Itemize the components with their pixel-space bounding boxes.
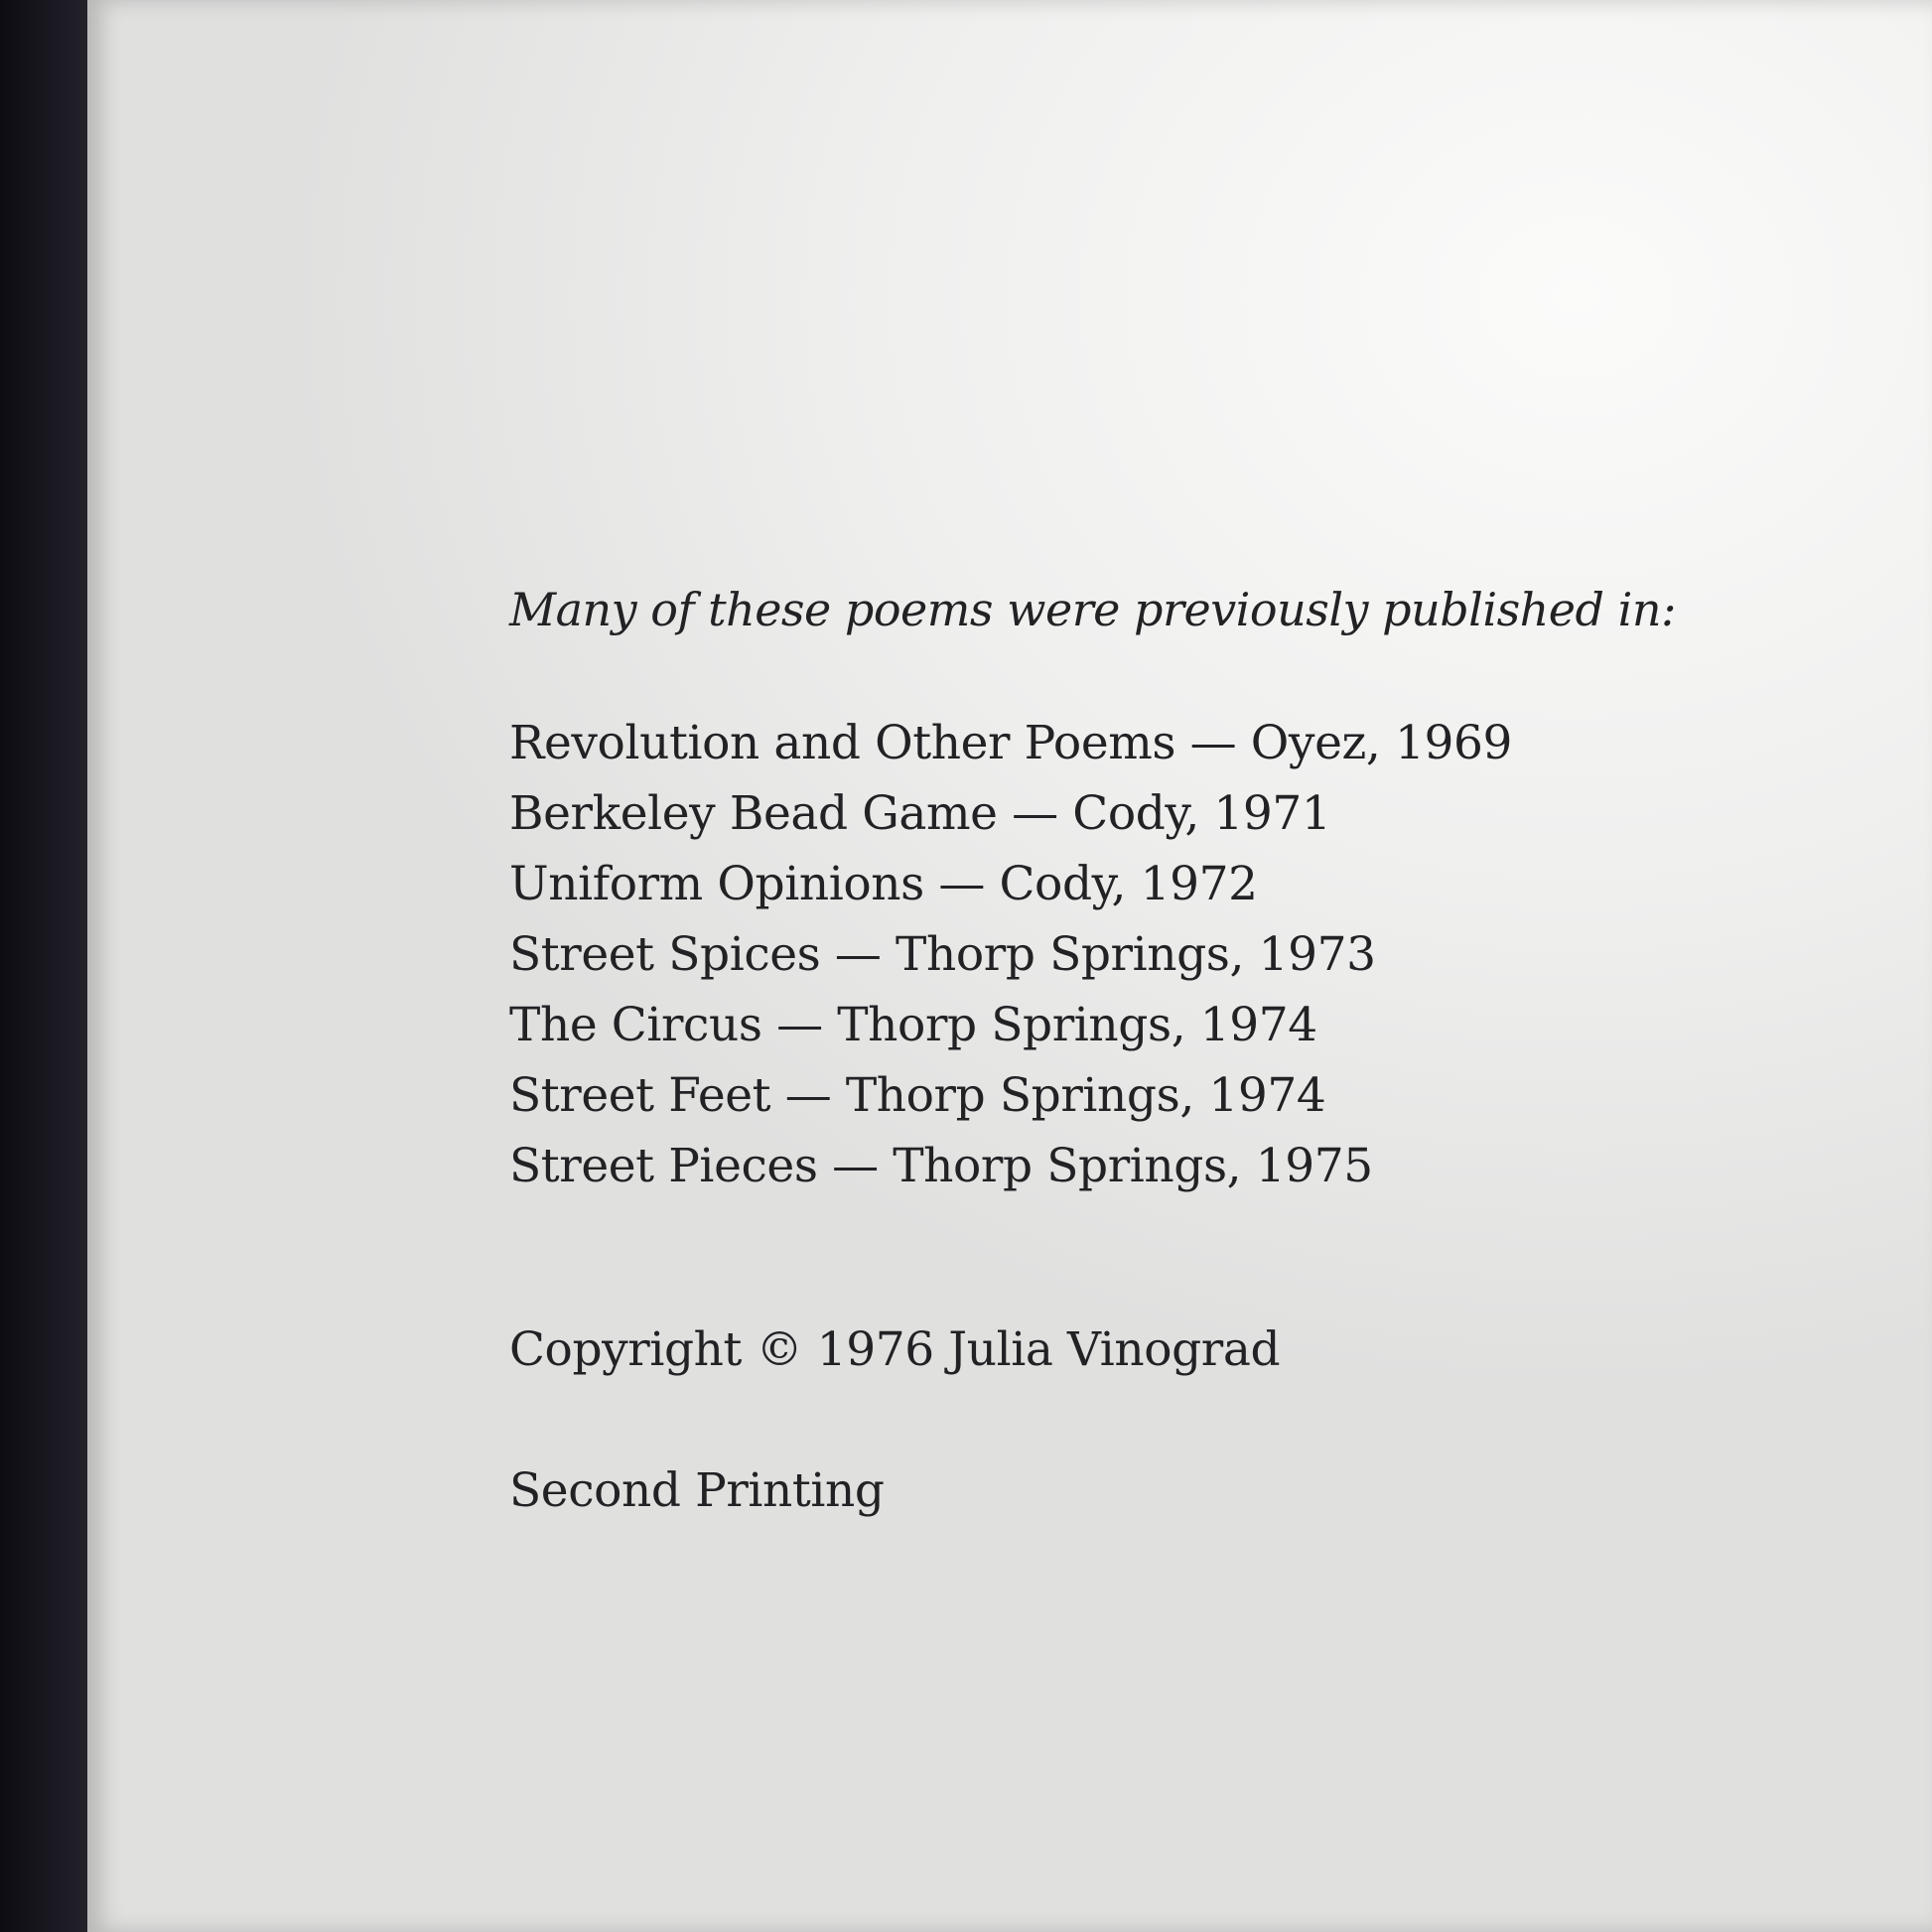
publication-item: The Circus — Thorp Springs, 1974 <box>509 998 1317 1052</box>
copyright-page-content <box>509 581 1919 1772</box>
publication-item: Street Feet — Thorp Springs, 1974 <box>509 1068 1326 1123</box>
printing-edition: Second Printing <box>509 1463 885 1518</box>
copyright-notice: Copyright © 1976 Julia Vinograd <box>509 1322 1281 1377</box>
previous-publication-note: Many of these poems were previously published in: <box>509 583 1676 636</box>
publication-item: Berkeley Bead Game — Cody, 1971 <box>509 786 1331 841</box>
publication-item: Revolution and Other Poems — Oyez, 1969 <box>509 716 1512 770</box>
publication-item: Street Spices — Thorp Springs, 1973 <box>509 927 1376 982</box>
book-binding-edge <box>0 0 91 1932</box>
publication-list <box>509 708 1919 1201</box>
book-page <box>87 0 1932 1932</box>
publication-item: Street Pieces — Thorp Springs, 1975 <box>509 1139 1373 1193</box>
publication-item: Uniform Opinions — Cody, 1972 <box>509 857 1258 911</box>
